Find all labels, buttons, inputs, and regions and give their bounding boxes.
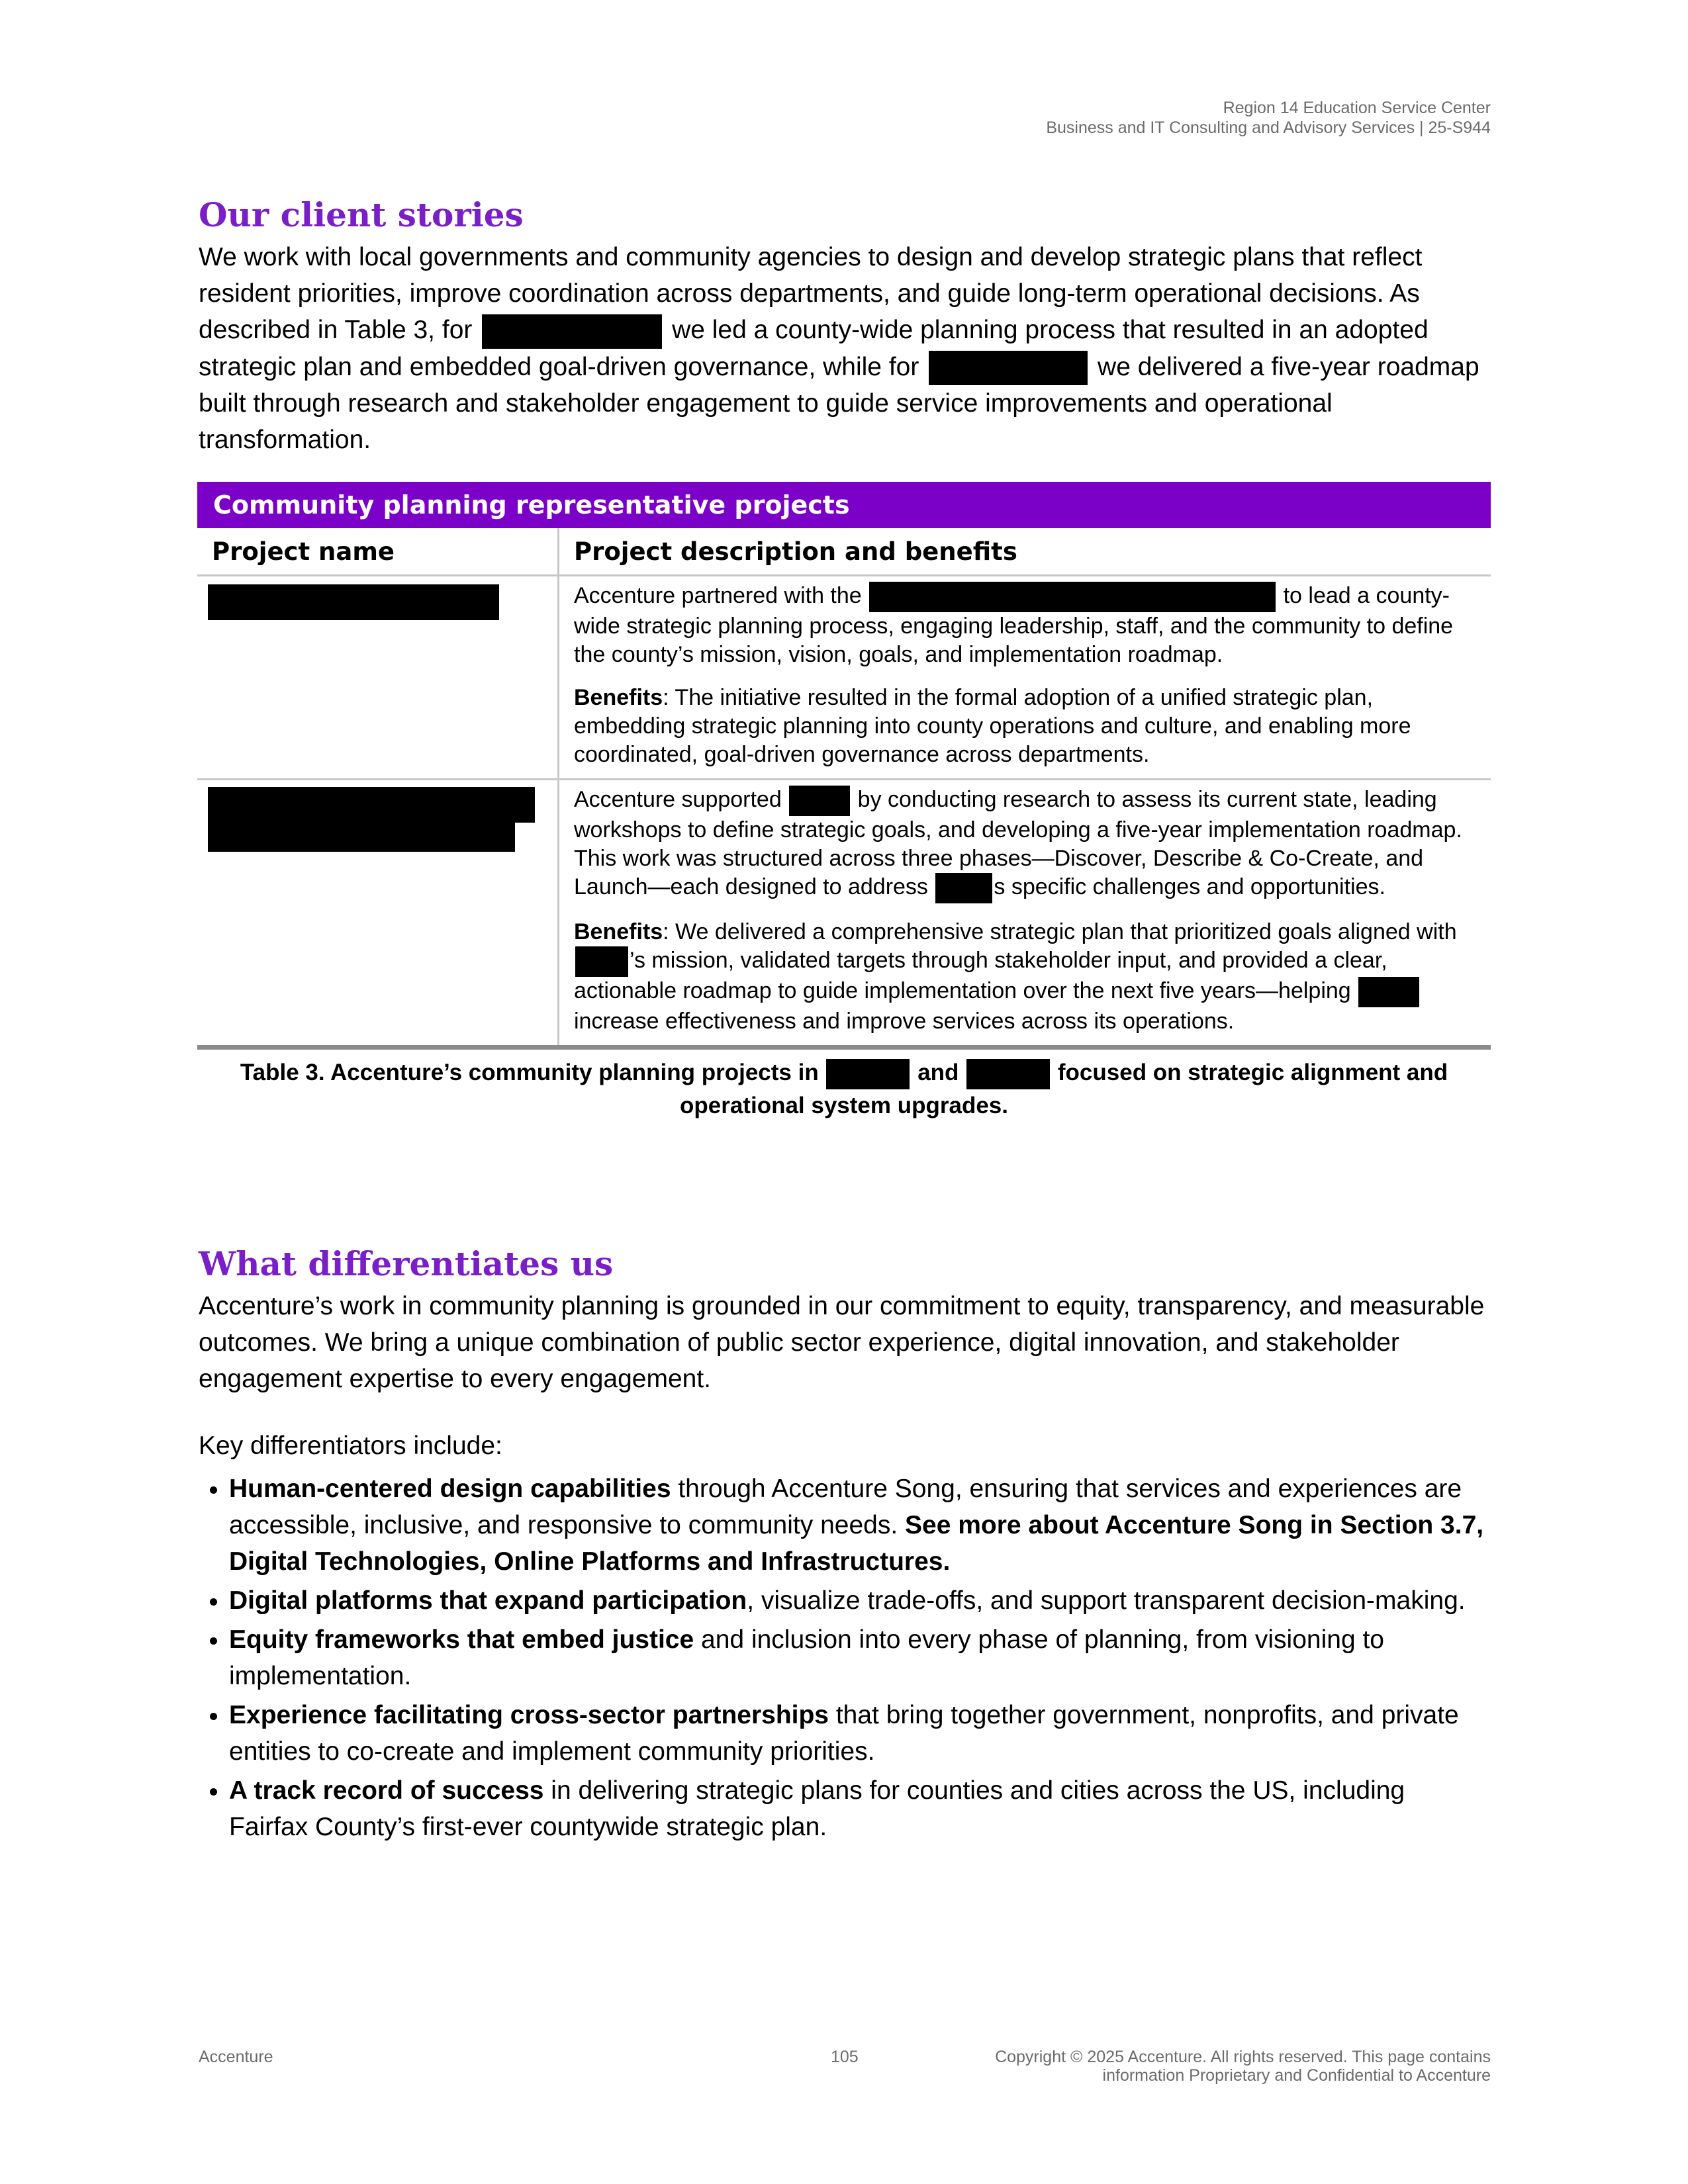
- project-description-cell: [559, 780, 1491, 1048]
- header-line-2: Business and IT Consulting and Advisory Services | 25-S944: [1046, 118, 1491, 137]
- redaction-box: [869, 582, 1276, 612]
- page-number: 105: [831, 2048, 859, 2066]
- project-description-cell: [559, 576, 1491, 780]
- benefits-text: : The initiative resulted in the formal adoption of a unified strategic plan, embedding strategic planning into county operations and culture, and enabling more coordinated, goal-driven governance across departments.: [574, 685, 1411, 768]
- page-header: [1046, 98, 1491, 138]
- client-stories-text-3: we delivered a five-year roadmap built through research and stakeholder engagement to guide service improvements and operational transformation.: [199, 352, 1479, 455]
- table-row: [197, 576, 1491, 780]
- caption-text: and: [917, 1060, 959, 1086]
- list-item: • Experience facilitating cross-sector partnerships that bring together government, nonprofits, and private entities to co-create and implement community priorities.: [229, 1697, 1491, 1770]
- differentiators-intro: Key differentiators include:: [199, 1432, 502, 1460]
- copyright-line-1: Copyright © 2025 Accenture. All rights reserved. This page contains: [995, 2048, 1491, 2066]
- description-text: by conducting research to assess its current state, leading workshops to define strategic goals, and developing a five-year implementation roadmap. This work was structured across three phases—Discover, Describe & Co-Create, and Launch—each designed to address: [574, 787, 1462, 900]
- header-line-1: Region 14 Education Service Center: [1223, 99, 1491, 117]
- redaction-box: [575, 946, 628, 977]
- redaction-box: [208, 787, 535, 823]
- benefits-text: increase effectiveness and improve services across its operations.: [574, 1009, 1235, 1034]
- redaction-box: [789, 786, 850, 816]
- list-item: • A track record of success in delivering strategic plans for counties and cities across the US, including Fairfax County’s first-ever countywide strategic plan.: [229, 1772, 1491, 1845]
- list-item: • Human-centered design capabilities through Accenture Song, ensuring that services and experiences are accessible, inclusive, and responsive to community needs. See more about Accenture Song in Section 3.7, Digital Technologies, Online Platforms and Infrastructures.: [229, 1471, 1491, 1580]
- benefits-label: Benefits: [574, 685, 663, 711]
- description-text: to lead a county-wide strategic planning process, engaging leadership, staff, and the community to define the county’s mission, vision, goals, and implementation roadmap.: [574, 583, 1454, 668]
- table-title: Community planning representative projects: [197, 482, 1491, 528]
- column-header-project-name: Project name: [197, 528, 559, 576]
- list-item: • Digital platforms that expand participation, visualize trade-offs, and support transparent decision-making.: [229, 1582, 1491, 1619]
- client-stories-paragraph: [199, 239, 1491, 458]
- differentiates-section: [199, 1244, 1491, 1848]
- caption-text: focused on strategic alignment and operational system upgrades.: [680, 1060, 1448, 1119]
- client-stories-section: [199, 195, 1491, 458]
- benefits-text: : We delivered a comprehensive strategic plan that prioritized goals aligned with: [663, 919, 1457, 945]
- description-text: Accenture partnered with the: [574, 583, 862, 608]
- list-item: • Equity frameworks that embed justice and inclusion into every phase of planning, from visioning to implementation.: [229, 1621, 1491, 1694]
- benefits-label: Benefits: [574, 919, 663, 945]
- project-name-cell: [197, 780, 559, 1048]
- table-caption: [197, 1056, 1491, 1122]
- benefits-text: ’s mission, validated targets through stakeholder input, and provided a clear, actionable roadmap to guide implementation over the next five years—helping: [574, 948, 1387, 1004]
- redaction-box: [208, 584, 499, 620]
- redaction-box: [1358, 977, 1419, 1007]
- differentiators-list: [199, 1471, 1491, 1845]
- redaction-box: [935, 873, 992, 903]
- redaction-box: [482, 314, 662, 349]
- projects-table: [197, 482, 1491, 1122]
- caption-text: Table 3. Accenture’s community planning projects in: [240, 1060, 819, 1086]
- differentiates-paragraph: Accenture’s work in community planning is grounded in our commitment to equity, transparency, and measurable outcomes. We bring a unique combination of public sector experience, digital innovation, and stakeholder engagement expertise to every engagement.: [199, 1292, 1485, 1393]
- description-text: Accenture supported: [574, 787, 782, 813]
- project-name-cell: [197, 576, 559, 780]
- table-row: [197, 780, 1491, 1048]
- redaction-box: [966, 1059, 1050, 1089]
- client-stories-heading: Our client stories: [199, 195, 524, 234]
- client-stories-text-2: we led a county-wide planning process that resulted in an adopted strategic plan and embedded goal-driven governance, while for: [199, 316, 1429, 381]
- copyright-line-2: information Proprietary and Confidential to Accenture: [1102, 2066, 1491, 2085]
- client-stories-text-1: We work with local governments and community agencies to design and develop strategic plans that reflect resident priorities, improve coordination across departments, and guide long-term operational decisions. As described in Table 3, for: [199, 243, 1423, 344]
- column-header-description: Project description and benefits: [559, 528, 1491, 576]
- footer-copyright: [995, 2048, 1491, 2085]
- description-text: s specific challenges and opportunities.: [994, 874, 1385, 900]
- redaction-box: [208, 823, 515, 852]
- footer-company: Accenture: [199, 2048, 273, 2066]
- redaction-box: [826, 1059, 910, 1089]
- redaction-box: [929, 351, 1088, 385]
- differentiates-heading: What differentiates us: [199, 1244, 614, 1283]
